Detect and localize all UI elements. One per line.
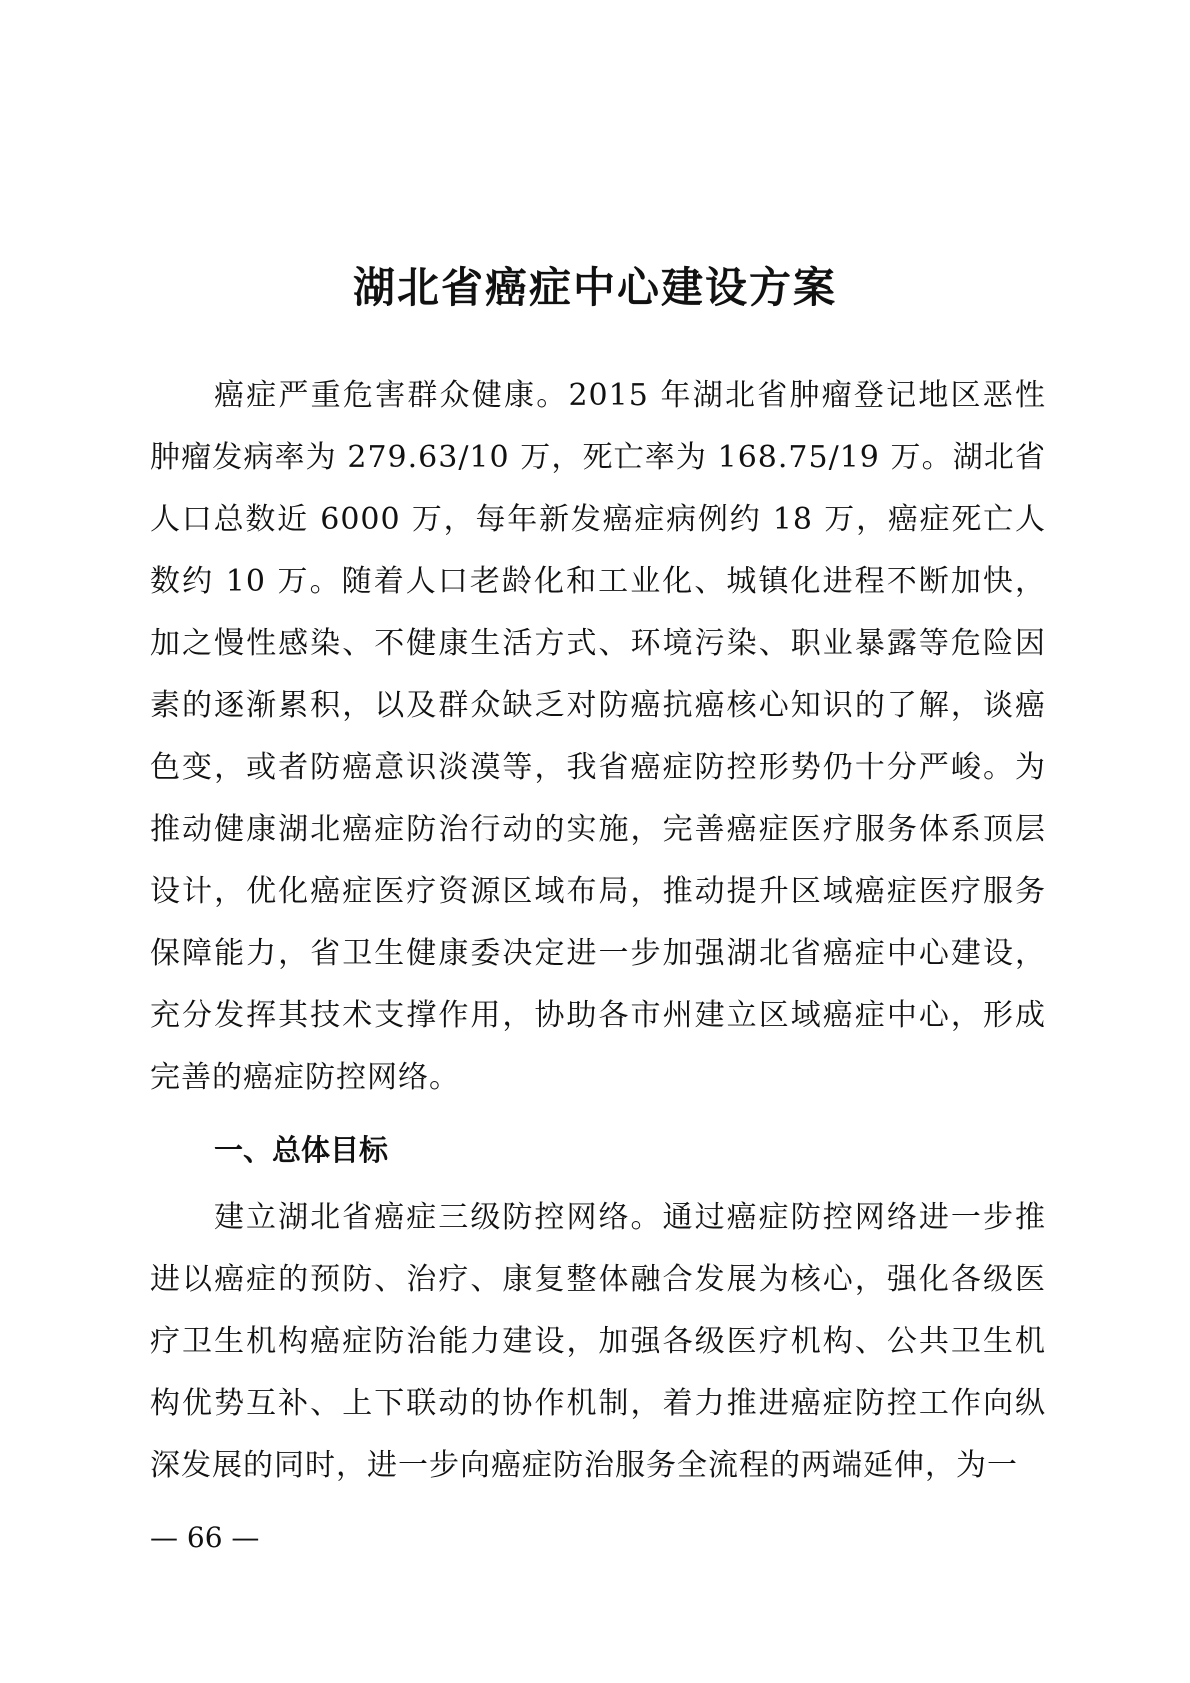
section-heading: 一、总体目标 [214,1133,389,1167]
intro-paragraph: 癌症严重危害群众健康。2015 年湖北省肿瘤登记地区恶性肿瘤发病率为 279.63/10 万，死亡率为 168.75/19 万。湖北省人口总数近 6000 万，每年新发癌症病例约 18 万，癌症死亡人数约 10 万。随着人口老龄化和工业化、城镇化进程不断加快，加之慢性感染、不健康生活方式、环境污染、职业暴露等危险因素的逐渐累积，以及群众缺乏对防癌抗癌核心知识的了解，谈癌色变，或者防癌意识淡漠等，我省癌症防控形势仍十分严峻。为推动健康湖北癌症防治行动的实施，完善癌症医疗服务体系顶层设计，优化癌症医疗资源区域布局，推动提升区域癌症医疗服务保障能力，省卫生健康委决定进一步加强湖北省癌症中心建设，充分发挥其技术支撑作用，协助各市州建立区域癌症中心，形成完善的癌症防控网络。 [150,378,1046,1095]
intro-paragraph-block [150,365,1046,1109]
goal-paragraph: 建立湖北省癌症三级防控网络。通过癌症防控网络进一步推进以癌症的预防、治疗、康复整体融合发展为核心，强化各级医疗卫生机构癌症防治能力建设，加强各级医疗机构、公共卫生机构优势互补、上下联动的协作机制，着力推进癌症防控工作向纵深发展的同时，进一步向癌症防治服务全流程的两端延伸，为一 [150,1200,1046,1483]
goal-paragraph-block [150,1187,1046,1497]
page-number: — 66 — [150,1521,260,1554]
document-title: 湖北省癌症中心建设方案 [352,263,837,313]
